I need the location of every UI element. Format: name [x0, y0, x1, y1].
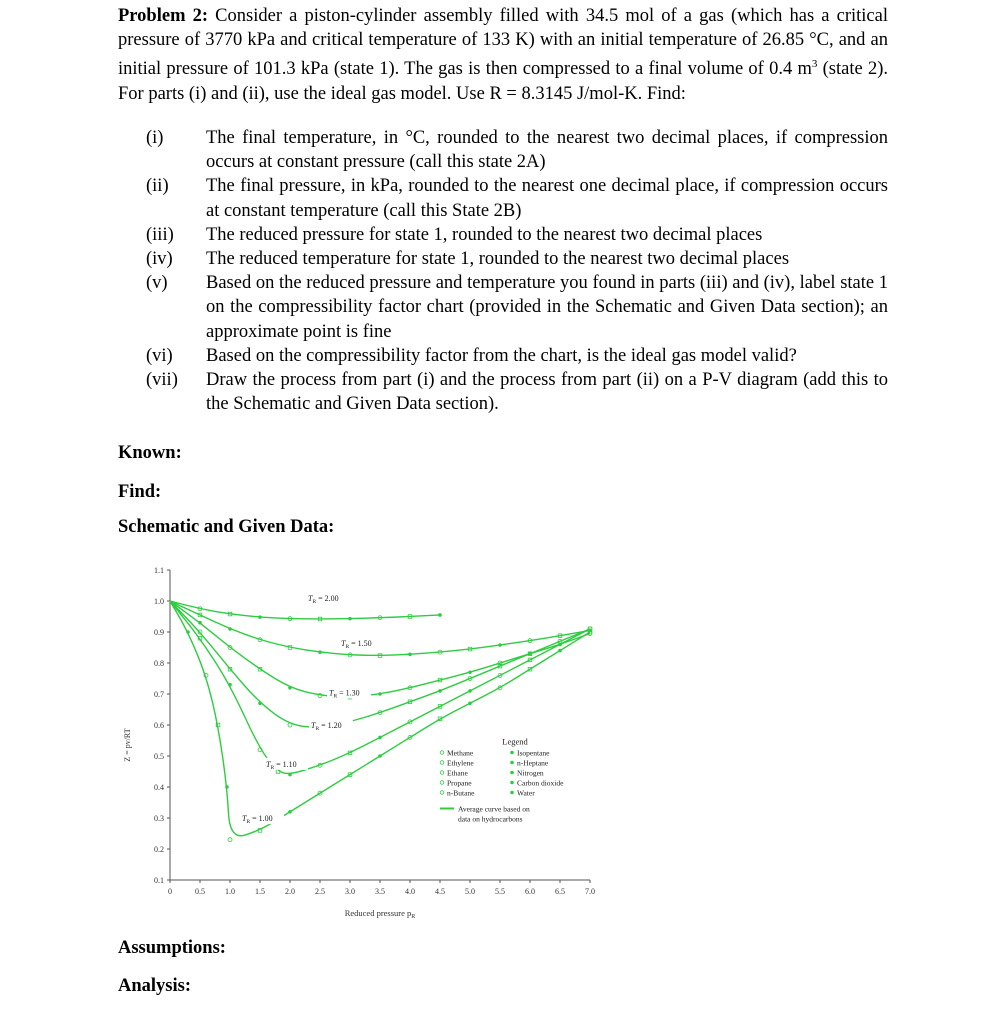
problem-text-sup: 3 [811, 58, 818, 71]
x-tick-label: 5.5 [495, 887, 505, 896]
legend-item: Propane [447, 778, 472, 788]
data-point [288, 773, 292, 777]
legend-item: Isopentane [517, 748, 550, 758]
part-number: (v) [146, 273, 168, 294]
data-point [288, 810, 292, 814]
problem-text-2: (state 2). For parts (i) and (ii), use the ideal gas model. Use R = 8.3145 J/mol-K. Find: [118, 59, 888, 104]
data-point [288, 723, 292, 727]
part-text: Based on the compressibility factor from the chart, is the ideal gas model valid? [206, 345, 797, 366]
part-number: (vi) [146, 345, 173, 366]
legend-marker [510, 761, 514, 765]
x-tick-label: 1.0 [225, 887, 235, 896]
part-text: The final pressure, in kPa, rounded to the nearest one decimal place, if compression occurs at constant temperature (call this State 2B) [206, 176, 888, 221]
schematic-heading: Schematic and Given Data: [118, 517, 335, 537]
legend-marker [510, 771, 514, 775]
data-point [378, 736, 382, 740]
curve-label-sub: R [312, 599, 317, 605]
y-tick-label: 0.6 [154, 721, 164, 730]
y-tick-label: 1.0 [154, 597, 164, 606]
data-point [468, 689, 472, 693]
data-point [468, 671, 472, 675]
x-tick-label: 5.0 [465, 887, 475, 896]
y-tick-label: 0.1 [154, 876, 164, 885]
data-point [498, 643, 502, 647]
legend-title: Legend [502, 736, 528, 747]
legend-avg-text: Average curve based on [458, 804, 530, 814]
part-item [118, 344, 888, 368]
legend-item: n-Heptane [517, 758, 549, 768]
part-text: The final temperature, in °C, rounded to the nearest two decimal places, if compression occurs at constant pressure (call this state 2A) [206, 127, 888, 173]
part-item [118, 271, 888, 344]
legend-avg-text: data on hydrocarbons [458, 814, 523, 824]
compressibility-chart [110, 560, 610, 930]
problem-text-1: Consider a piston-cylinder assembly filled with 34.5 mol of a gas (which has a critical pressure of 3770 kPa and critical temperature of 133 K) with an initial temperature of 26.85 °C, and an initial pressure of 101.3 kPa (state 1). The gas is then compressed to a final volume of 0.4 m [118, 6, 888, 80]
data-point [438, 613, 442, 617]
x-tick-label: 7.0 [585, 887, 595, 896]
curve-label-sub: R [345, 643, 350, 650]
y-tick-label: 0.2 [154, 845, 164, 854]
data-point [378, 754, 382, 758]
legend-item: Nitrogen [517, 768, 544, 778]
curve-label-value: = 1.50 [349, 638, 372, 648]
x-tick-label: 4.0 [405, 887, 415, 896]
x-tick-label: 4.5 [435, 887, 445, 896]
curve-label-symbol: T [308, 594, 313, 603]
data-point [198, 621, 202, 625]
curve-label-sub: R [333, 693, 338, 700]
part-item [118, 247, 888, 271]
data-point [225, 785, 229, 789]
x-tick-label: 0.5 [195, 887, 205, 896]
curve-label-sub: R [246, 819, 251, 826]
legend-item: Ethane [447, 768, 468, 778]
curve-label-symbol: T [341, 638, 346, 648]
x-axis-label-sub: R [411, 914, 416, 920]
curve-label-value: = 1.20 [319, 721, 342, 731]
part-number: (iii) [146, 224, 174, 245]
part-item [118, 368, 888, 416]
part-number: (iv) [146, 248, 173, 269]
y-axis-label: Z = pv/RT [123, 728, 132, 762]
part-text: The reduced temperature for state 1, rounded to the nearest two decimal places [206, 248, 790, 269]
curve-label-sub: R [315, 726, 320, 733]
data-point [348, 617, 352, 621]
part-text: The reduced pressure for state 1, rounded to the nearest two decimal places [206, 224, 763, 245]
x-tick-label: 0 [168, 887, 172, 896]
y-tick-label: 0.5 [154, 752, 164, 761]
data-point [378, 692, 382, 696]
data-point [186, 630, 190, 634]
curve-label-symbol: T [242, 814, 247, 824]
legend-marker [510, 781, 514, 785]
chart-legend [434, 737, 594, 837]
legend-item: Water [517, 788, 535, 798]
curve-label-value: = 2.00 [316, 594, 339, 603]
part-text: Based on the reduced pressure and temperature you found in parts (iii) and (iv), label state 1 on the compressibility factor chart (provided in the Schematic and Given Data section); an approximate point is fine [206, 273, 888, 342]
data-point [558, 643, 562, 647]
data-point [438, 689, 442, 693]
curve-label-sub: R [270, 764, 275, 771]
data-point [288, 686, 292, 690]
assumptions-heading: Assumptions: [118, 938, 226, 958]
y-tick-label: 0.4 [154, 783, 164, 792]
part-item [118, 174, 888, 222]
legend-item: n-Butane [447, 788, 475, 798]
analysis-heading: Analysis: [118, 976, 191, 996]
x-tick-label: 6.5 [555, 887, 565, 896]
problem-label: Problem 2: [118, 6, 209, 26]
curve-label-symbol: T [266, 759, 271, 769]
x-tick-label: 1.5 [255, 887, 265, 896]
data-point [228, 627, 232, 631]
legend-marker [510, 751, 514, 755]
curve-label-symbol: T [329, 688, 334, 698]
legend-marker [510, 791, 514, 795]
data-point [228, 683, 232, 687]
y-tick-label: 0.7 [154, 690, 164, 699]
x-tick-label: 2.5 [315, 887, 325, 896]
legend-item: Methane [447, 748, 474, 758]
problem-section [118, 4, 888, 416]
parts-list [118, 126, 888, 416]
part-text: Draw the process from part (i) and the process from part (ii) on a P-V diagram (add this to the Schematic and Given Data section). [206, 370, 888, 415]
legend-item: Ethylene [447, 758, 474, 768]
data-point [528, 652, 532, 656]
problem-statement [118, 4, 888, 106]
x-tick-label: 3.0 [345, 887, 355, 896]
data-point [408, 653, 412, 657]
legend-item: Carbon dioxide [517, 778, 564, 788]
curve-label-value: = 1.00 [250, 814, 273, 824]
data-point [468, 702, 472, 706]
curve-label-value: = 1.10 [274, 759, 297, 769]
data-point [318, 650, 322, 654]
x-axis-label: Reduced pressure $p_R$ [344, 908, 416, 920]
part-item [118, 223, 888, 247]
data-point [258, 702, 262, 706]
data-point [228, 838, 232, 842]
x-tick-label: 3.5 [375, 887, 385, 896]
y-tick-label: 0.9 [154, 628, 164, 637]
part-number: (vii) [146, 370, 178, 390]
find-heading: Find: [118, 482, 162, 502]
x-tick-label: 6.0 [525, 887, 535, 896]
y-tick-label: 0.3 [154, 814, 164, 823]
series-line [170, 601, 440, 619]
part-item [118, 126, 888, 174]
part-number: (ii) [146, 176, 169, 197]
data-point [258, 615, 262, 619]
x-tick-label: 2.0 [285, 887, 295, 896]
part-number: (i) [146, 127, 164, 148]
y-tick-label: 1.1 [154, 566, 164, 575]
data-point [558, 649, 562, 653]
curve-label-symbol: T [311, 721, 316, 731]
known-heading: Known: [118, 443, 182, 463]
chart-curve-labels [240, 592, 383, 825]
curve-label-value: = 1.30 [337, 688, 360, 698]
y-tick-label: 0.8 [154, 659, 164, 668]
